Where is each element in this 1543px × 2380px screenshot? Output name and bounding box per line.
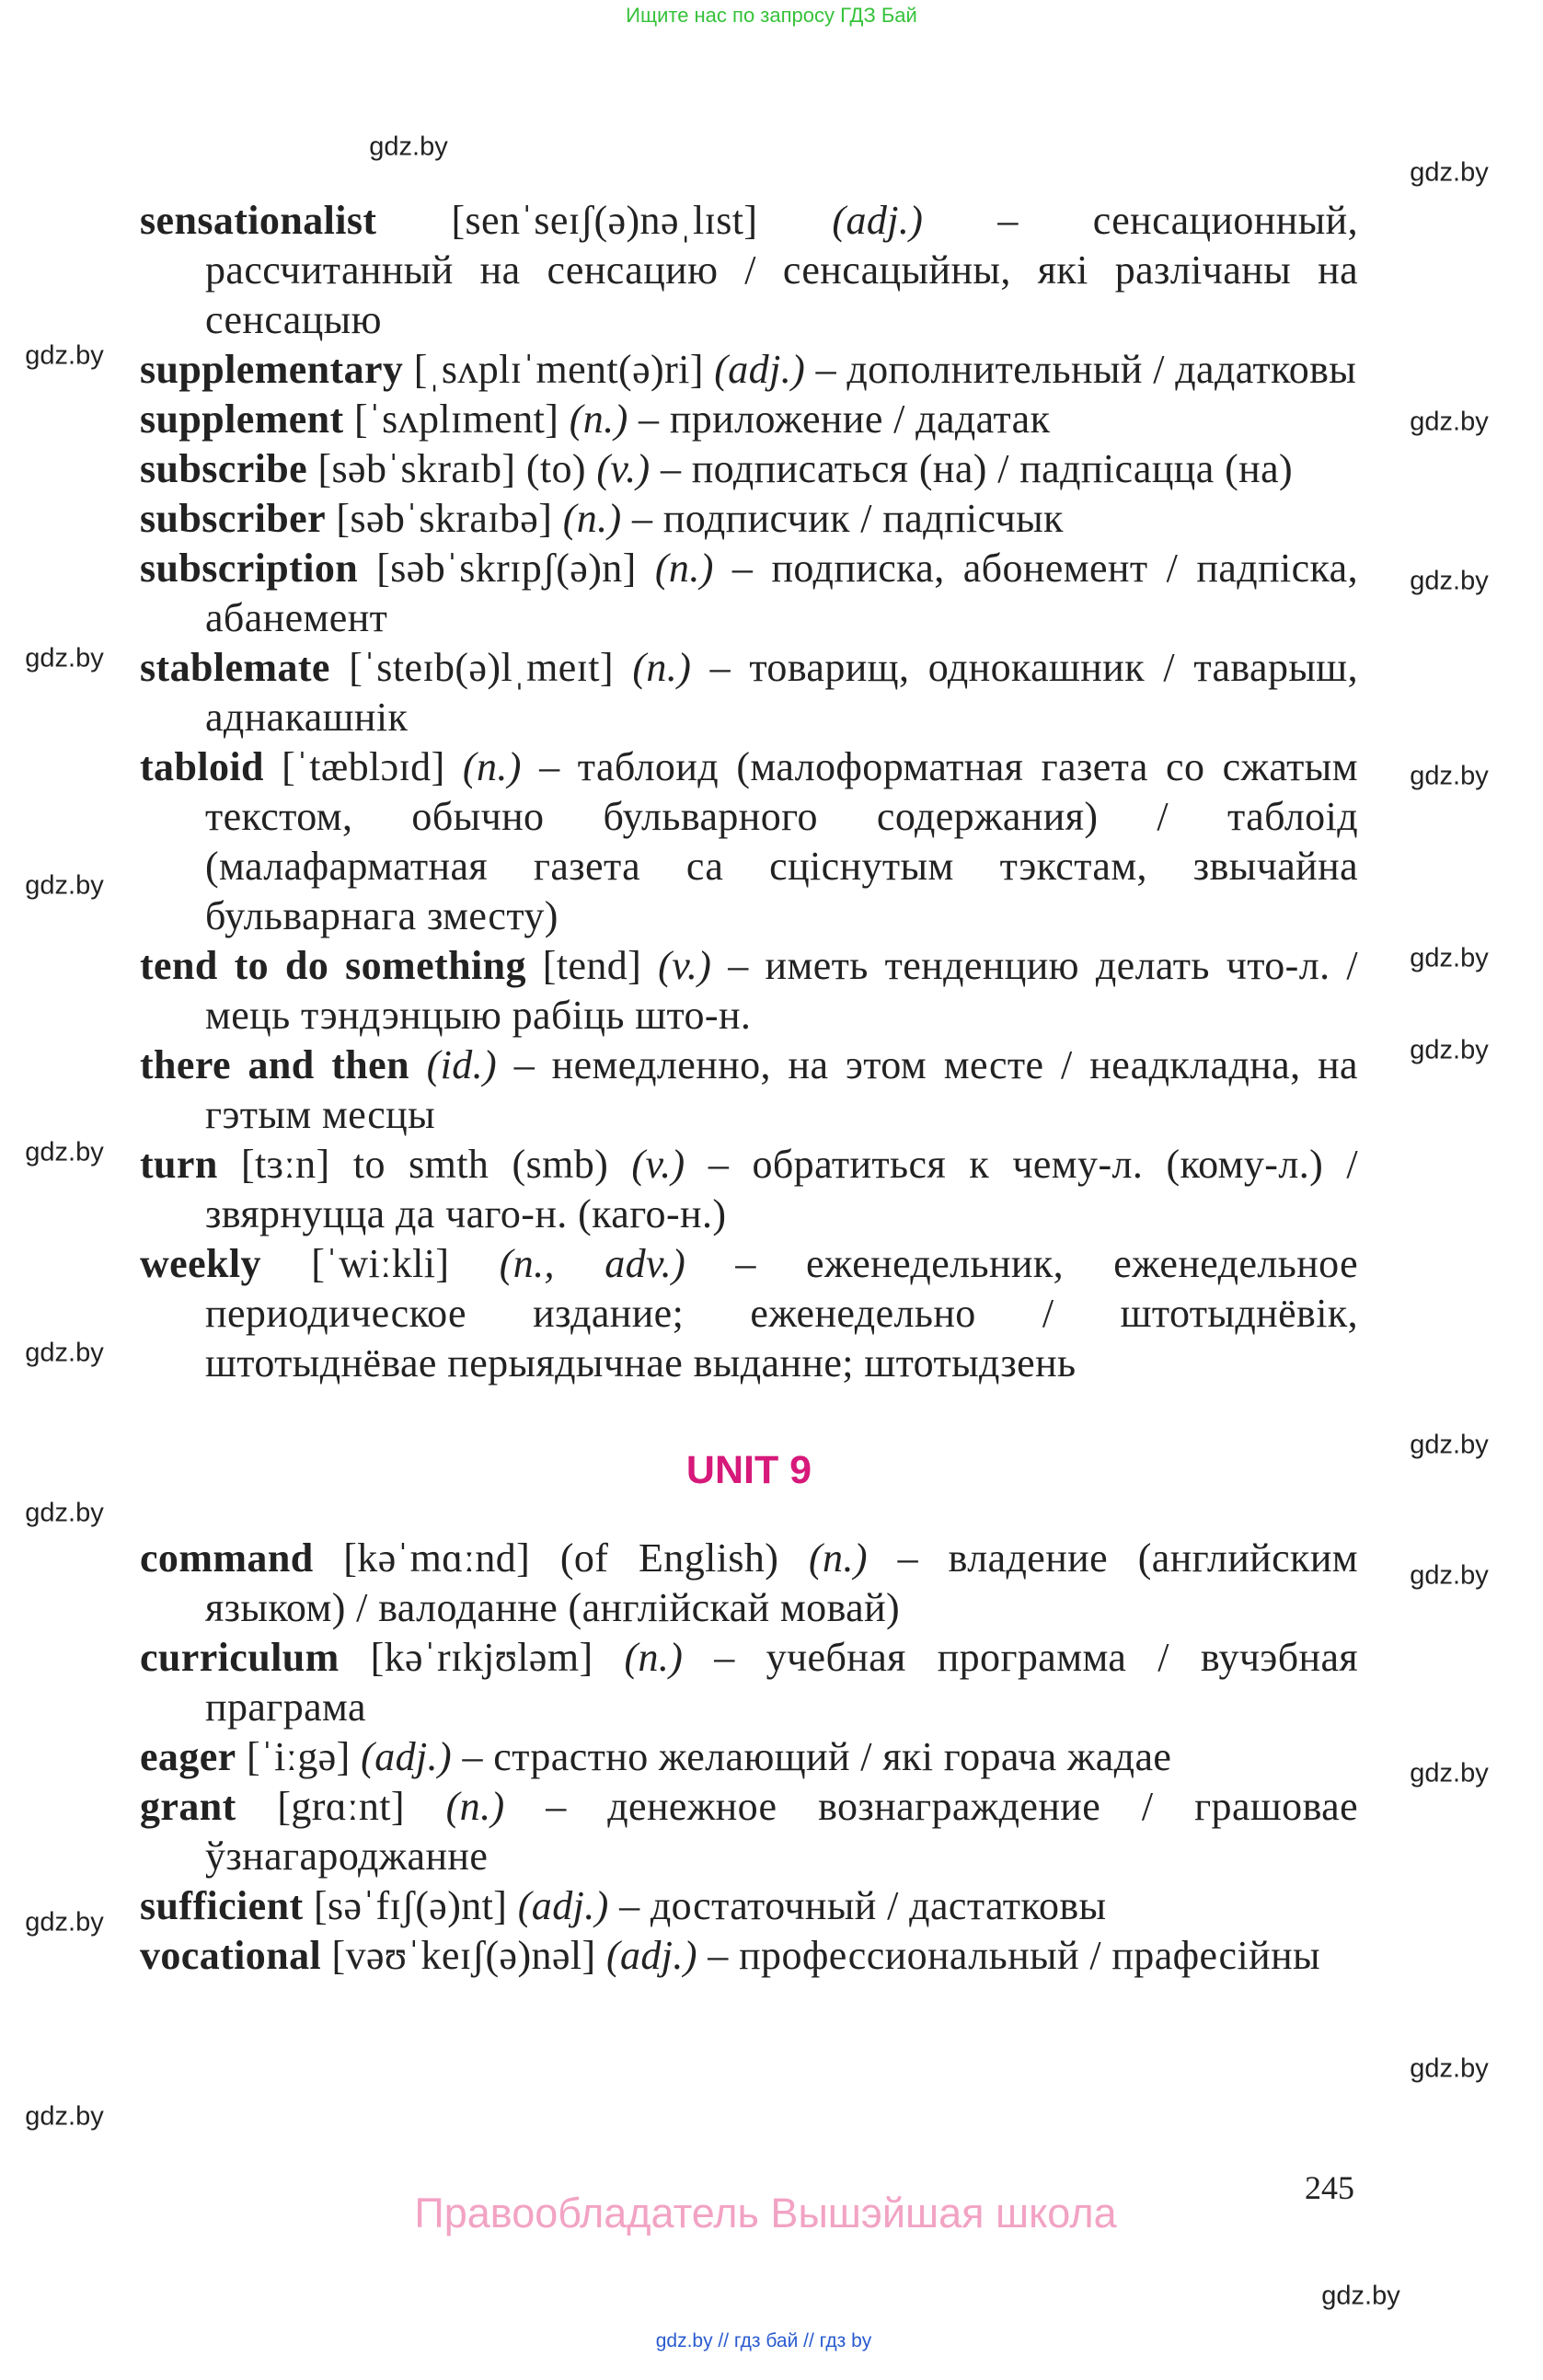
gdz-watermark: gdz.by <box>1410 943 1489 973</box>
definition: – таблоид (малоформатная газета со сжатым текстом, обычно бульварного содержания) / таблоід (малафарматная газета са сціснутым тэкстам, звычайна бульварнага зместу) <box>205 744 1359 938</box>
glossary-entry <box>140 196 1358 345</box>
headword: supplementary <box>140 347 404 392</box>
headword: subscriber <box>140 496 326 541</box>
gdz-watermark: gdz.by <box>1410 157 1489 188</box>
glossary-entry <box>140 444 1358 494</box>
part-of-speech: (n.) <box>809 1535 868 1581</box>
gdz-watermark: gdz.by <box>1410 1758 1489 1788</box>
glossary-entry <box>140 345 1358 395</box>
headword: supplement <box>140 397 344 442</box>
glossary-entry <box>140 1881 1358 1931</box>
gdz-watermark: gdz.by <box>1410 566 1489 596</box>
glossary-entry <box>140 1041 1358 1140</box>
glossary-entry <box>140 395 1358 444</box>
glossary-entry <box>140 1140 1358 1239</box>
part-of-speech: (adj.) <box>605 1933 697 1978</box>
glossary-entry <box>140 1732 1358 1782</box>
transcription: [ˈtæblɔɪd] <box>282 744 445 789</box>
glossary-entry <box>140 1239 1358 1388</box>
transcription: [kəˈmɑːnd] (of English) <box>343 1535 779 1581</box>
gdz-watermark: gdz.by <box>25 643 104 673</box>
transcription: [ˈiːgə] <box>247 1734 351 1779</box>
glossary-entry <box>140 941 1358 1041</box>
part-of-speech: (n.) <box>562 496 622 541</box>
definition: – владение (английским языком) / валоданне (англійскай мовай) <box>205 1535 1359 1630</box>
transcription: [tɜːn] to smth (smb) <box>240 1142 609 1187</box>
part-of-speech: (n., adv.) <box>499 1241 686 1286</box>
headword: sensationalist <box>140 198 377 243</box>
part-of-speech: (n.) <box>445 1784 505 1829</box>
gdz-watermark: gdz.by <box>1410 1430 1489 1460</box>
part-of-speech: (n.) <box>654 546 714 591</box>
transcription: [ˈsʌplɪment] <box>354 397 559 442</box>
transcription: [vəʊˈkeɪʃ(ə)nəl] <box>331 1933 596 1978</box>
gdz-watermark: gdz.by <box>1410 407 1489 437</box>
gdz-watermark: gdz.by <box>1410 1560 1489 1591</box>
headword: grant <box>140 1784 236 1829</box>
headword: curriculum <box>140 1635 340 1680</box>
definition: – иметь тенденцию делать что-л. / мець тэндэнцыю рабіць што-н. <box>205 943 1359 1038</box>
definition: – немедленно, на этом месте / неадкладна, на гэтым месцы <box>205 1042 1358 1137</box>
gdz-watermark: gdz.by <box>1410 761 1489 791</box>
transcription: [kəˈrɪkjʊləm] <box>370 1635 593 1680</box>
transcription: [səbˈskraɪbə] <box>336 496 553 541</box>
transcription: [səˈfɪʃ(ə)nt] <box>313 1883 508 1928</box>
definition: – подписчик / падпісчык <box>632 496 1064 541</box>
gdz-watermark: gdz.by <box>1321 2281 1400 2311</box>
definition: – товарищ, однокашник / таварыш, аднакашнік <box>205 645 1358 740</box>
transcription: [ˈsteɪb(ə)lˌmeɪt] <box>349 645 614 690</box>
definition: – учебная программа / вучэбная праграма <box>205 1635 1359 1730</box>
headword: subscription <box>140 546 359 591</box>
gdz-watermark: gdz.by <box>25 1338 104 1368</box>
definition: – страстно желающий / які горача жадае <box>462 1734 1172 1779</box>
definition: – еженедельник, еженедельное периодическое издание; еженедельно / штотыднёвік, штотыднёвае перыядычнае выданне; штотыдзень <box>205 1241 1359 1385</box>
gdz-watermark: gdz.by <box>1410 2053 1489 2084</box>
glossary-entry <box>140 1633 1358 1732</box>
headword: vocational <box>140 1933 322 1978</box>
headword: tend to do something <box>140 943 526 988</box>
gdz-watermark: gdz.by <box>1410 1035 1489 1065</box>
definition: – денежное вознаграждение / грашовае ўзнагароджанне <box>205 1784 1359 1879</box>
part-of-speech: (v.) <box>631 1142 685 1187</box>
definition: – приложение / дадатак <box>639 397 1051 442</box>
definition: – дополнительный / дадатковы <box>815 347 1357 392</box>
transcription: [tend] <box>542 943 642 988</box>
unit-heading: UNIT 9 <box>685 1448 812 1492</box>
transcription: [səbˈskraɪb] (to) <box>317 446 586 491</box>
definition: – подписка, абонемент / падпіска, абанемент <box>205 546 1358 640</box>
transcription: [ˈwiːkli] <box>311 1241 450 1286</box>
headword: weekly <box>140 1241 261 1286</box>
gdz-watermark: gdz.by <box>25 1498 104 1528</box>
headword: eager <box>140 1734 236 1779</box>
glossary-entry <box>140 643 1358 742</box>
top-banner: Ищите нас по запросу ГДЗ Бай <box>626 4 917 27</box>
glossary-entry <box>140 742 1358 941</box>
footer-links[interactable]: gdz.by // гдз бай // гдз by <box>655 2330 872 2351</box>
headword: tabloid <box>140 744 264 789</box>
glossary <box>140 196 1358 1981</box>
definition: – сенсационный, рассчитанный на сенсацию / сенсацыйны, які разлічаны на сенсацыю <box>205 198 1358 342</box>
part-of-speech: (v.) <box>596 446 651 491</box>
gdz-watermark: gdz.by <box>369 132 448 162</box>
part-of-speech: (adj.) <box>832 198 924 243</box>
definition: – подписаться (на) / падпісацца (на) <box>660 446 1294 491</box>
part-of-speech: (n.) <box>569 397 628 442</box>
glossary-entry <box>140 1782 1358 1881</box>
page-number: 245 <box>1305 2169 1354 2206</box>
part-of-speech: (v.) <box>658 943 712 988</box>
definition: – профессиональный / прафесійны <box>708 1933 1320 1978</box>
gdz-watermark: gdz.by <box>25 1137 104 1167</box>
part-of-speech: (id.) <box>426 1042 498 1087</box>
headword: stablemate <box>140 645 330 690</box>
headword: subscribe <box>140 446 308 491</box>
part-of-speech: (n.) <box>632 645 692 690</box>
glossary-entry <box>140 1534 1358 1633</box>
transcription: [səbˈskrɪpʃ(ə)n] <box>376 546 637 591</box>
gdz-watermark: gdz.by <box>25 2101 104 2132</box>
gdz-watermark: gdz.by <box>25 870 104 901</box>
transcription: [senˈseɪʃ(ə)nəˌlɪst] <box>451 198 758 243</box>
definition: – обратиться к чему-л. (кому-л.) / звярнуцца да чаго-н. (каго-н.) <box>205 1142 1359 1236</box>
headword: turn <box>140 1142 218 1187</box>
glossary-section-unit9 <box>140 1534 1358 1981</box>
definition: – достаточный / дастатковы <box>619 1883 1107 1928</box>
headword: there and then <box>140 1042 409 1087</box>
part-of-speech: (adj.) <box>517 1883 609 1928</box>
glossary-entry <box>140 1931 1358 1981</box>
headword: command <box>140 1535 314 1581</box>
copyright-watermark: Правообладатель Вышэйшая школа <box>414 2190 1117 2236</box>
transcription: [ˌsʌplɪˈment(ə)ri] <box>413 347 704 392</box>
glossary-entry <box>140 494 1358 544</box>
part-of-speech: (adj.) <box>361 1734 453 1779</box>
glossary-section-unit8 <box>140 196 1358 1388</box>
headword: sufficient <box>140 1883 304 1928</box>
part-of-speech: (adj.) <box>714 347 806 392</box>
part-of-speech: (n.) <box>462 744 522 789</box>
glossary-entry <box>140 544 1358 643</box>
gdz-watermark: gdz.by <box>25 340 104 371</box>
part-of-speech: (n.) <box>624 1635 684 1680</box>
transcription: [grɑːnt] <box>277 1784 405 1829</box>
gdz-watermark: gdz.by <box>25 1907 104 1937</box>
